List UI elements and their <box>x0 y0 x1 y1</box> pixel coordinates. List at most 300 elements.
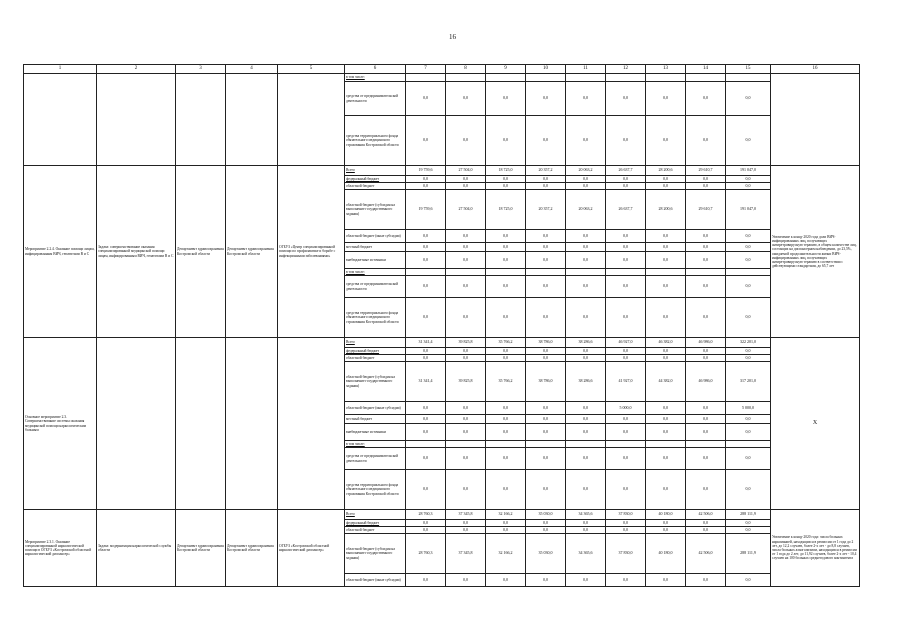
value-cell: 0,0 <box>566 520 606 527</box>
value-cell: 0,0 <box>526 448 566 470</box>
value-cell: 0,0 <box>446 574 486 587</box>
value-cell: 0,0 <box>486 448 526 470</box>
value-cell: 0,0 <box>526 252 566 269</box>
value-cell <box>646 74 686 82</box>
value-cell: 0,0 <box>606 276 646 298</box>
value-cell: 0,0 <box>646 116 686 166</box>
table-row <box>24 166 860 176</box>
value-cell: 0,0 <box>606 424 646 441</box>
column-number-cell: 16 <box>771 65 860 74</box>
value-cell: 0,0 <box>446 252 486 269</box>
program-table <box>23 64 860 587</box>
value-cell: 0,0 <box>446 116 486 166</box>
cell-c4: Департамент здравоохранения Костромской области <box>226 510 278 587</box>
funding-source-label: Всего <box>345 510 406 520</box>
value-cell <box>486 269 526 276</box>
value-cell: 0,0 <box>526 470 566 510</box>
value-cell: 0,0 <box>606 183 646 190</box>
value-cell: 0,0 <box>566 276 606 298</box>
value-cell: 0,0 <box>486 415 526 424</box>
value-cell: 0,0 <box>406 243 446 252</box>
value-cell <box>686 74 726 82</box>
value-cell: 0,0 <box>446 230 486 243</box>
value-cell: 0,0 <box>566 82 606 116</box>
value-cell <box>486 441 526 448</box>
cell-c4 <box>226 338 278 510</box>
value-cell: 0,0 <box>446 355 486 362</box>
value-cell: 0,0 <box>566 176 606 183</box>
value-cell: 0,0 <box>726 82 771 116</box>
value-cell: 0,0 <box>446 527 486 534</box>
value-cell: 0,0 <box>446 276 486 298</box>
value-cell: 0,0 <box>606 116 646 166</box>
cell-c1 <box>24 74 97 166</box>
value-cell: 0,0 <box>526 527 566 534</box>
value-cell: 0,0 <box>526 348 566 355</box>
value-cell: 0,0 <box>406 527 446 534</box>
funding-source-label: средства территориального фонда обязательного медицинского страхования Костромской области <box>345 470 406 510</box>
value-cell: 0,0 <box>726 243 771 252</box>
value-cell: 0,0 <box>726 448 771 470</box>
value-cell: 0,0 <box>566 243 606 252</box>
value-cell: 0,0 <box>526 574 566 587</box>
column-number-cell: 7 <box>406 65 446 74</box>
funding-source-label: Всего <box>345 166 406 176</box>
value-cell: 0,0 <box>686 470 726 510</box>
value-cell: 317 201,0 <box>726 362 771 402</box>
value-cell: 0,0 <box>646 415 686 424</box>
value-cell: 0,0 <box>606 448 646 470</box>
column-number-cell: 9 <box>486 65 526 74</box>
value-cell: 37 345,8 <box>446 534 486 574</box>
value-cell: 0,0 <box>486 520 526 527</box>
column-number-cell: 4 <box>226 65 278 74</box>
funding-source-label: местный бюджет <box>345 415 406 424</box>
value-cell: 0,0 <box>446 82 486 116</box>
value-cell: 0,0 <box>606 527 646 534</box>
cell-c5 <box>278 338 345 510</box>
value-cell: 0,0 <box>446 402 486 415</box>
funding-source-label: внебюджетные источники <box>345 252 406 269</box>
value-cell: 31 341,4 <box>406 338 446 348</box>
value-cell: 0,0 <box>406 574 446 587</box>
value-cell: 0,0 <box>446 243 486 252</box>
value-cell <box>446 74 486 82</box>
value-cell: 0,0 <box>686 252 726 269</box>
value-cell: 0,0 <box>566 448 606 470</box>
value-cell: 288 111,9 <box>726 510 771 520</box>
value-cell <box>526 269 566 276</box>
value-cell: 0,0 <box>606 520 646 527</box>
value-cell: 0,0 <box>606 470 646 510</box>
value-cell: 35 030,0 <box>526 510 566 520</box>
value-cell: 0,0 <box>646 527 686 534</box>
value-cell: 0,0 <box>446 424 486 441</box>
value-cell: 0,0 <box>606 415 646 424</box>
value-cell: 0,0 <box>406 355 446 362</box>
expected-result-cell: Увеличение к концу 2020 года: числа больных наркоманией, находящихся в ремиссии от 1 года до 2 лет, до 12,2 случаев, более 2-х лет - до 8,8 случаев, числа больных алкоголизмом, находящихся в ремиссии от 1 года до 2 лет, до 11,92 случаев, более 2-х лет - 10,4 случаев на 100 больных среднегодового контингента <box>771 510 860 587</box>
funding-source-label: областной бюджет (субсидия на выполнение государственного задания) <box>345 190 406 230</box>
value-cell <box>526 74 566 82</box>
funding-source-label: областной бюджет <box>345 183 406 190</box>
value-cell: 38 786,0 <box>526 362 566 402</box>
value-cell: 42 506,0 <box>686 510 726 520</box>
value-cell <box>646 441 686 448</box>
value-cell: 0,0 <box>406 298 446 338</box>
cell-c2 <box>97 74 176 166</box>
value-cell: 0,0 <box>486 243 526 252</box>
value-cell: 20 063,2 <box>566 166 606 176</box>
value-cell: 0,0 <box>686 116 726 166</box>
value-cell: 46 382,0 <box>646 338 686 348</box>
value-cell: 39 825,8 <box>446 362 486 402</box>
value-cell: 0,0 <box>406 116 446 166</box>
value-cell: 0,0 <box>446 176 486 183</box>
value-cell: 35 766,2 <box>486 338 526 348</box>
value-cell: 0,0 <box>646 424 686 441</box>
value-cell: 0,0 <box>486 298 526 338</box>
value-cell: 0,0 <box>686 448 726 470</box>
value-cell: 0,0 <box>446 183 486 190</box>
funding-source-label: областной бюджет (иные субсидии) <box>345 402 406 415</box>
funding-source-label: средства территориального фонда обязательного медицинского страхования Костромской области <box>345 116 406 166</box>
value-cell: 0,0 <box>406 252 446 269</box>
value-cell <box>566 74 606 82</box>
value-cell: 0,0 <box>526 276 566 298</box>
cell-c4 <box>226 74 278 166</box>
value-cell: 0,0 <box>526 82 566 116</box>
value-cell: 0,0 <box>486 527 526 534</box>
value-cell: 0,0 <box>726 424 771 441</box>
value-cell: 0,0 <box>486 348 526 355</box>
value-cell: 0,0 <box>526 355 566 362</box>
value-cell: 0,0 <box>526 183 566 190</box>
value-cell: 0,0 <box>526 230 566 243</box>
value-cell: 0,0 <box>726 415 771 424</box>
value-cell <box>446 441 486 448</box>
value-cell: 0,0 <box>446 298 486 338</box>
table-row <box>24 338 860 348</box>
cell-c3 <box>176 338 226 510</box>
value-cell: 32 166,2 <box>486 510 526 520</box>
funding-source-label: в том числе: <box>345 74 406 82</box>
value-cell: 0,0 <box>686 230 726 243</box>
cell-c1: Мероприятие 2.2.4. Оказание помощи лицам, инфицированным ВИЧ, гепатитами В и С <box>24 166 97 338</box>
value-cell: 0,0 <box>486 82 526 116</box>
value-cell: 322 201,0 <box>726 338 771 348</box>
value-cell: 20 357,2 <box>526 166 566 176</box>
value-cell: 32 166,2 <box>486 534 526 574</box>
value-cell: 46 927,0 <box>606 338 646 348</box>
cell-c4: Департамент здравоохранения Костромской области <box>226 166 278 338</box>
value-cell: 0,0 <box>686 183 726 190</box>
value-cell: 18 725,0 <box>486 190 526 230</box>
funding-source-label: Всего <box>345 338 406 348</box>
value-cell: 34 365,6 <box>566 510 606 520</box>
value-cell: 0,0 <box>486 116 526 166</box>
funding-source-label: областной бюджет (иные субсидии) <box>345 574 406 587</box>
value-cell: 28 760,3 <box>406 534 446 574</box>
funding-source-label: федеральный бюджет <box>345 176 406 183</box>
value-cell: 41 927,0 <box>606 362 646 402</box>
value-cell: 0,0 <box>486 230 526 243</box>
value-cell: 0,0 <box>566 355 606 362</box>
value-cell: 29 610,7 <box>686 166 726 176</box>
value-cell <box>566 269 606 276</box>
value-cell: 0,0 <box>486 355 526 362</box>
cell-c3: Департамент здравоохранения Костромской области <box>176 166 226 338</box>
value-cell: 0,0 <box>646 276 686 298</box>
value-cell: 0,0 <box>406 276 446 298</box>
value-cell: 0,0 <box>686 527 726 534</box>
value-cell <box>646 269 686 276</box>
cell-c2 <box>97 338 176 510</box>
value-cell: 19 759,6 <box>406 190 446 230</box>
value-cell: 0,0 <box>446 348 486 355</box>
value-cell: 0,0 <box>566 527 606 534</box>
value-cell: 26 637,7 <box>606 190 646 230</box>
value-cell: 40 180,0 <box>646 510 686 520</box>
value-cell <box>406 269 446 276</box>
value-cell: 0,0 <box>486 574 526 587</box>
value-cell <box>686 269 726 276</box>
value-cell: 0,0 <box>406 415 446 424</box>
value-cell: 0,0 <box>686 298 726 338</box>
value-cell: 0,0 <box>646 470 686 510</box>
column-number-cell: 1 <box>24 65 97 74</box>
value-cell: 0,0 <box>526 520 566 527</box>
value-cell: 0,0 <box>526 176 566 183</box>
value-cell: 0,0 <box>686 415 726 424</box>
value-cell: 29 610,7 <box>686 190 726 230</box>
funding-source-label: местный бюджет <box>345 243 406 252</box>
value-cell: 191 047,0 <box>726 166 771 176</box>
value-cell: 0,0 <box>646 448 686 470</box>
value-cell: 0,0 <box>566 252 606 269</box>
value-cell: 0,0 <box>526 424 566 441</box>
value-cell: 0,0 <box>526 298 566 338</box>
funding-source-label: федеральный бюджет <box>345 348 406 355</box>
value-cell: 0,0 <box>726 252 771 269</box>
value-cell: 0,0 <box>686 82 726 116</box>
funding-source-label: федеральный бюджет <box>345 520 406 527</box>
value-cell: 20 357,2 <box>526 190 566 230</box>
value-cell: 0,0 <box>486 183 526 190</box>
funding-source-label: средства территориального фонда обязательного медицинского страхования Костромской области <box>345 298 406 338</box>
funding-source-label: в том числе: <box>345 441 406 448</box>
value-cell: 0,0 <box>526 415 566 424</box>
value-cell: 0,0 <box>566 470 606 510</box>
column-number-cell: 15 <box>726 65 771 74</box>
value-cell: 46 986,0 <box>686 362 726 402</box>
value-cell: 0,0 <box>646 243 686 252</box>
table-row <box>24 510 860 520</box>
funding-source-label: областной бюджет <box>345 355 406 362</box>
funding-source-label: областной бюджет (иные субсидии) <box>345 230 406 243</box>
value-cell: 0,0 <box>446 415 486 424</box>
value-cell: 0,0 <box>606 574 646 587</box>
value-cell: 37 830,0 <box>606 534 646 574</box>
value-cell: 0,0 <box>726 230 771 243</box>
column-number-cell: 6 <box>345 65 406 74</box>
value-cell: 0,0 <box>406 448 446 470</box>
value-cell: 0,0 <box>406 82 446 116</box>
value-cell: 0,0 <box>646 402 686 415</box>
value-cell: 38 286,6 <box>566 362 606 402</box>
column-number-cell: 13 <box>646 65 686 74</box>
funding-source-label: внебюджетные источники <box>345 424 406 441</box>
value-cell: 0,0 <box>726 298 771 338</box>
value-cell: 0,0 <box>486 470 526 510</box>
value-cell: 0,0 <box>646 230 686 243</box>
table-row <box>24 74 860 82</box>
value-cell: 0,0 <box>686 355 726 362</box>
value-cell: 0,0 <box>406 183 446 190</box>
value-cell: 0,0 <box>606 82 646 116</box>
value-cell: 0,0 <box>726 176 771 183</box>
value-cell: 38 786,0 <box>526 338 566 348</box>
value-cell: 27 504,0 <box>446 166 486 176</box>
value-cell: 0,0 <box>446 448 486 470</box>
value-cell: 191 047,0 <box>726 190 771 230</box>
value-cell: 0,0 <box>526 116 566 166</box>
value-cell: 0,0 <box>686 243 726 252</box>
value-cell: 0,0 <box>406 348 446 355</box>
value-cell: 0,0 <box>486 252 526 269</box>
value-cell: 0,0 <box>646 82 686 116</box>
value-cell: 0,0 <box>446 470 486 510</box>
value-cell: 0,0 <box>606 348 646 355</box>
value-cell: 0,0 <box>646 355 686 362</box>
column-number-row <box>24 65 860 74</box>
value-cell: 0,0 <box>446 520 486 527</box>
value-cell: 19 759,6 <box>406 166 446 176</box>
value-cell: 0,0 <box>726 116 771 166</box>
funding-source-label: областной бюджет (субсидия на выполнение государственного задания) <box>345 534 406 574</box>
expected-result-cell: Увеличение к концу 2020 года доли ВИЧ-инфицированных лиц, получающих антиретровирусную терапию, в общем количестве лиц, состоящих на диспансерном наблюдении, до 23,5%, ожидаемой продолжительности жизни ВИЧ-инфицированных лиц, получающих антиретровирусную терапию в соответствии с действующими стандартами, до 65,7 лет <box>771 166 860 338</box>
value-cell: 0,0 <box>646 520 686 527</box>
value-cell <box>726 441 771 448</box>
value-cell: 0,0 <box>646 176 686 183</box>
value-cell: 35 030,0 <box>526 534 566 574</box>
value-cell: 0,0 <box>686 520 726 527</box>
value-cell <box>726 269 771 276</box>
value-cell: 0,0 <box>726 527 771 534</box>
funding-source-label: областной бюджет (субсидия на выполнение государственного задания) <box>345 362 406 402</box>
cell-c5: ОГБУЗ «Костромской областной наркологический диспансер» <box>278 510 345 587</box>
value-cell: 0,0 <box>646 183 686 190</box>
value-cell: 0,0 <box>686 276 726 298</box>
value-cell: 0,0 <box>726 520 771 527</box>
value-cell <box>486 74 526 82</box>
value-cell <box>446 269 486 276</box>
value-cell: 0,0 <box>486 424 526 441</box>
value-cell: 0,0 <box>566 116 606 166</box>
value-cell: 44 382,0 <box>646 362 686 402</box>
value-cell: 0,0 <box>606 298 646 338</box>
funding-source-label: областной бюджет <box>345 527 406 534</box>
value-cell: 0,0 <box>686 574 726 587</box>
value-cell <box>406 74 446 82</box>
value-cell: 0,0 <box>646 348 686 355</box>
value-cell <box>726 74 771 82</box>
column-number-cell: 11 <box>566 65 606 74</box>
value-cell: 0,0 <box>566 402 606 415</box>
cell-c2: Задача: модернизация наркологической службы области <box>97 510 176 587</box>
value-cell: 18 725,0 <box>486 166 526 176</box>
value-cell <box>686 441 726 448</box>
value-cell: 0,0 <box>606 243 646 252</box>
value-cell <box>606 269 646 276</box>
column-number-cell: 14 <box>686 65 726 74</box>
value-cell: 0,0 <box>406 520 446 527</box>
value-cell: 26 637,7 <box>606 166 646 176</box>
funding-source-label: в том числе: <box>345 269 406 276</box>
value-cell: 0,0 <box>566 574 606 587</box>
value-cell: 0,0 <box>646 574 686 587</box>
cell-c5: ОГБУЗ «Центр специализированной помощи по профилактике и борьбе с инфекционными заболеваниями» <box>278 166 345 338</box>
cell-c5 <box>278 74 345 166</box>
cell-c3: Департамент здравоохранения Костромской области <box>176 510 226 587</box>
value-cell: 0,0 <box>646 298 686 338</box>
value-cell: 20 063,2 <box>566 190 606 230</box>
value-cell: 0,0 <box>406 230 446 243</box>
value-cell: 0,0 <box>406 424 446 441</box>
value-cell: 0,0 <box>566 298 606 338</box>
value-cell: 0,0 <box>606 355 646 362</box>
cell-c1: Основное мероприятие 2.3. Совершенствование системы оказания медицинской помощи наркологическим больным <box>24 338 97 510</box>
value-cell: 0,0 <box>606 252 646 269</box>
value-cell: 38 286,6 <box>566 338 606 348</box>
column-number-cell: 10 <box>526 65 566 74</box>
value-cell: 0,0 <box>606 230 646 243</box>
value-cell: 0,0 <box>566 230 606 243</box>
value-cell: 42 506,0 <box>686 534 726 574</box>
value-cell: 0,0 <box>726 276 771 298</box>
value-cell: 0,0 <box>566 348 606 355</box>
value-cell <box>606 441 646 448</box>
value-cell: 39 825,8 <box>446 338 486 348</box>
value-cell: 0,0 <box>406 176 446 183</box>
cell-c3 <box>176 74 226 166</box>
value-cell: 0,0 <box>726 574 771 587</box>
value-cell: 0,0 <box>686 402 726 415</box>
cell-c1: Мероприятие 2.3.1. Оказание специализированной наркологической помощи в ОГБУЗ «Костромской областной наркологический диспансер» <box>24 510 97 587</box>
value-cell: 0,0 <box>486 276 526 298</box>
column-number-cell: 12 <box>606 65 646 74</box>
value-cell: 0,0 <box>486 402 526 415</box>
value-cell <box>526 441 566 448</box>
value-cell: 0,0 <box>486 176 526 183</box>
funding-source-label: средства от предпринимательской деятельности <box>345 82 406 116</box>
value-cell: 0,0 <box>726 355 771 362</box>
column-number-cell: 3 <box>176 65 226 74</box>
value-cell <box>566 441 606 448</box>
value-cell: 0,0 <box>606 176 646 183</box>
value-cell: 0,0 <box>686 424 726 441</box>
value-cell: 28 200,6 <box>646 166 686 176</box>
value-cell: 37 345,8 <box>446 510 486 520</box>
value-cell: 0,0 <box>726 470 771 510</box>
value-cell <box>606 74 646 82</box>
funding-source-label: средства от предпринимательской деятельности <box>345 448 406 470</box>
value-cell: 5 000,0 <box>606 402 646 415</box>
value-cell: 0,0 <box>406 402 446 415</box>
value-cell: 0,0 <box>646 252 686 269</box>
value-cell: 0,0 <box>726 183 771 190</box>
value-cell <box>406 441 446 448</box>
expected-result-cell: Х <box>771 338 860 510</box>
